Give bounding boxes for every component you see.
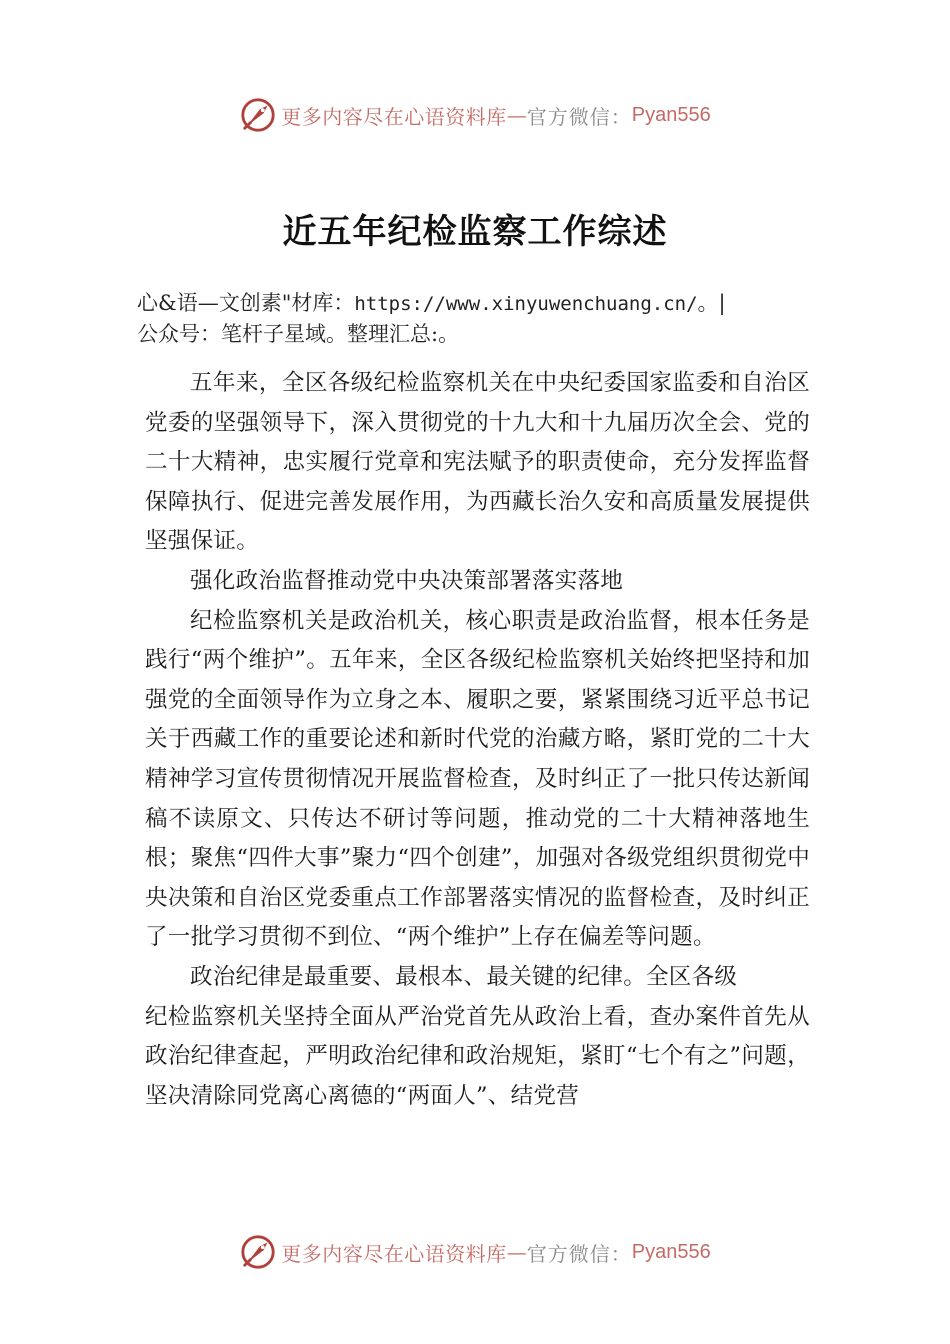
source-line-1 (137, 288, 827, 319)
pen-nib-logo-icon (239, 1233, 277, 1271)
watermark-wechat-id: Pyan556 (631, 103, 711, 126)
footer-watermark (0, 1230, 950, 1274)
paragraph-political-discipline: 政治纪律是最重要、最根本、最关键的纪律。全区各级 (190, 963, 738, 990)
source-suffix: 。| (697, 291, 726, 315)
pen-nib-logo-icon (239, 96, 277, 134)
header-watermark (0, 93, 950, 137)
source-info (137, 288, 827, 349)
paragraph-intro: 五年来，全区各级纪检监察机关在中央纪委国家监委和自治区党委的坚强领导下，深入贯彻党的十九大和十九届历次全会、党的二十大精神，忠实履行党章和宪法赋予的职责使命，充分发挥监督保障执行、促进完善发展作用，为西藏长治久安和高质量发展提供坚强保证。 (145, 370, 810, 555)
document-body (145, 364, 810, 1116)
watermark-separator: — (506, 103, 527, 127)
paragraph-continuation: 纪检监察机关坚持全面从严治党首先从政治上看，查办案件首先从政治纪律查起，严明政治纪律和政治规矩，紧盯“七个有之”问题，坚决清除同党离心离德的“两面人”、结党营 (145, 1003, 810, 1109)
source-url[interactable]: https://www.xinyuwenchuang.cn/ (354, 293, 698, 315)
section-heading: 强化政治监督推动党中央决策部署落实落地 (190, 567, 624, 594)
watermark-text: 更多内容尽在心语资料库 (281, 1241, 507, 1266)
document-title: 近五年纪检监察工作综述 (282, 212, 668, 252)
watermark-separator: — (506, 1240, 527, 1264)
watermark-wechat-label: 官方微信： (526, 1241, 632, 1266)
source-prefix: 心&语—文创素"材库： (137, 291, 355, 315)
paragraph-political-supervision: 纪检监察机关是政治机关，核心职责是政治监督，根本任务是践行“两个维护”。五年来，全区各级纪检监察机关始终把坚持和加强党的全面领导作为立身之本、履职之要，紧紧围绕习近平总书记关于西藏工作的重要论述和新时代党的治藏方略，紧盯党的二十大精神学习宣传贯彻情况开展监督检查，及时纠正了一批只传达新闻稿不读原文、只传达不研讨等问题，推动党的二十大精神落地生根；聚焦“四件大事”聚力“四个创建”，加强对各级党组织贯彻党中央决策和自治区党委重点工作部署落实情况的监督检查，及时纠正了一批学习贯彻不到位、“两个维护”上存在偏差等问题。 (145, 607, 810, 951)
source-line-2: 公众号：笔杆子星域。整理汇总:。 (137, 322, 460, 346)
watermark-wechat-id: Pyan556 (631, 1240, 711, 1263)
watermark-wechat-label: 官方微信： (526, 104, 632, 129)
watermark-text: 更多内容尽在心语资料库 (281, 104, 507, 129)
